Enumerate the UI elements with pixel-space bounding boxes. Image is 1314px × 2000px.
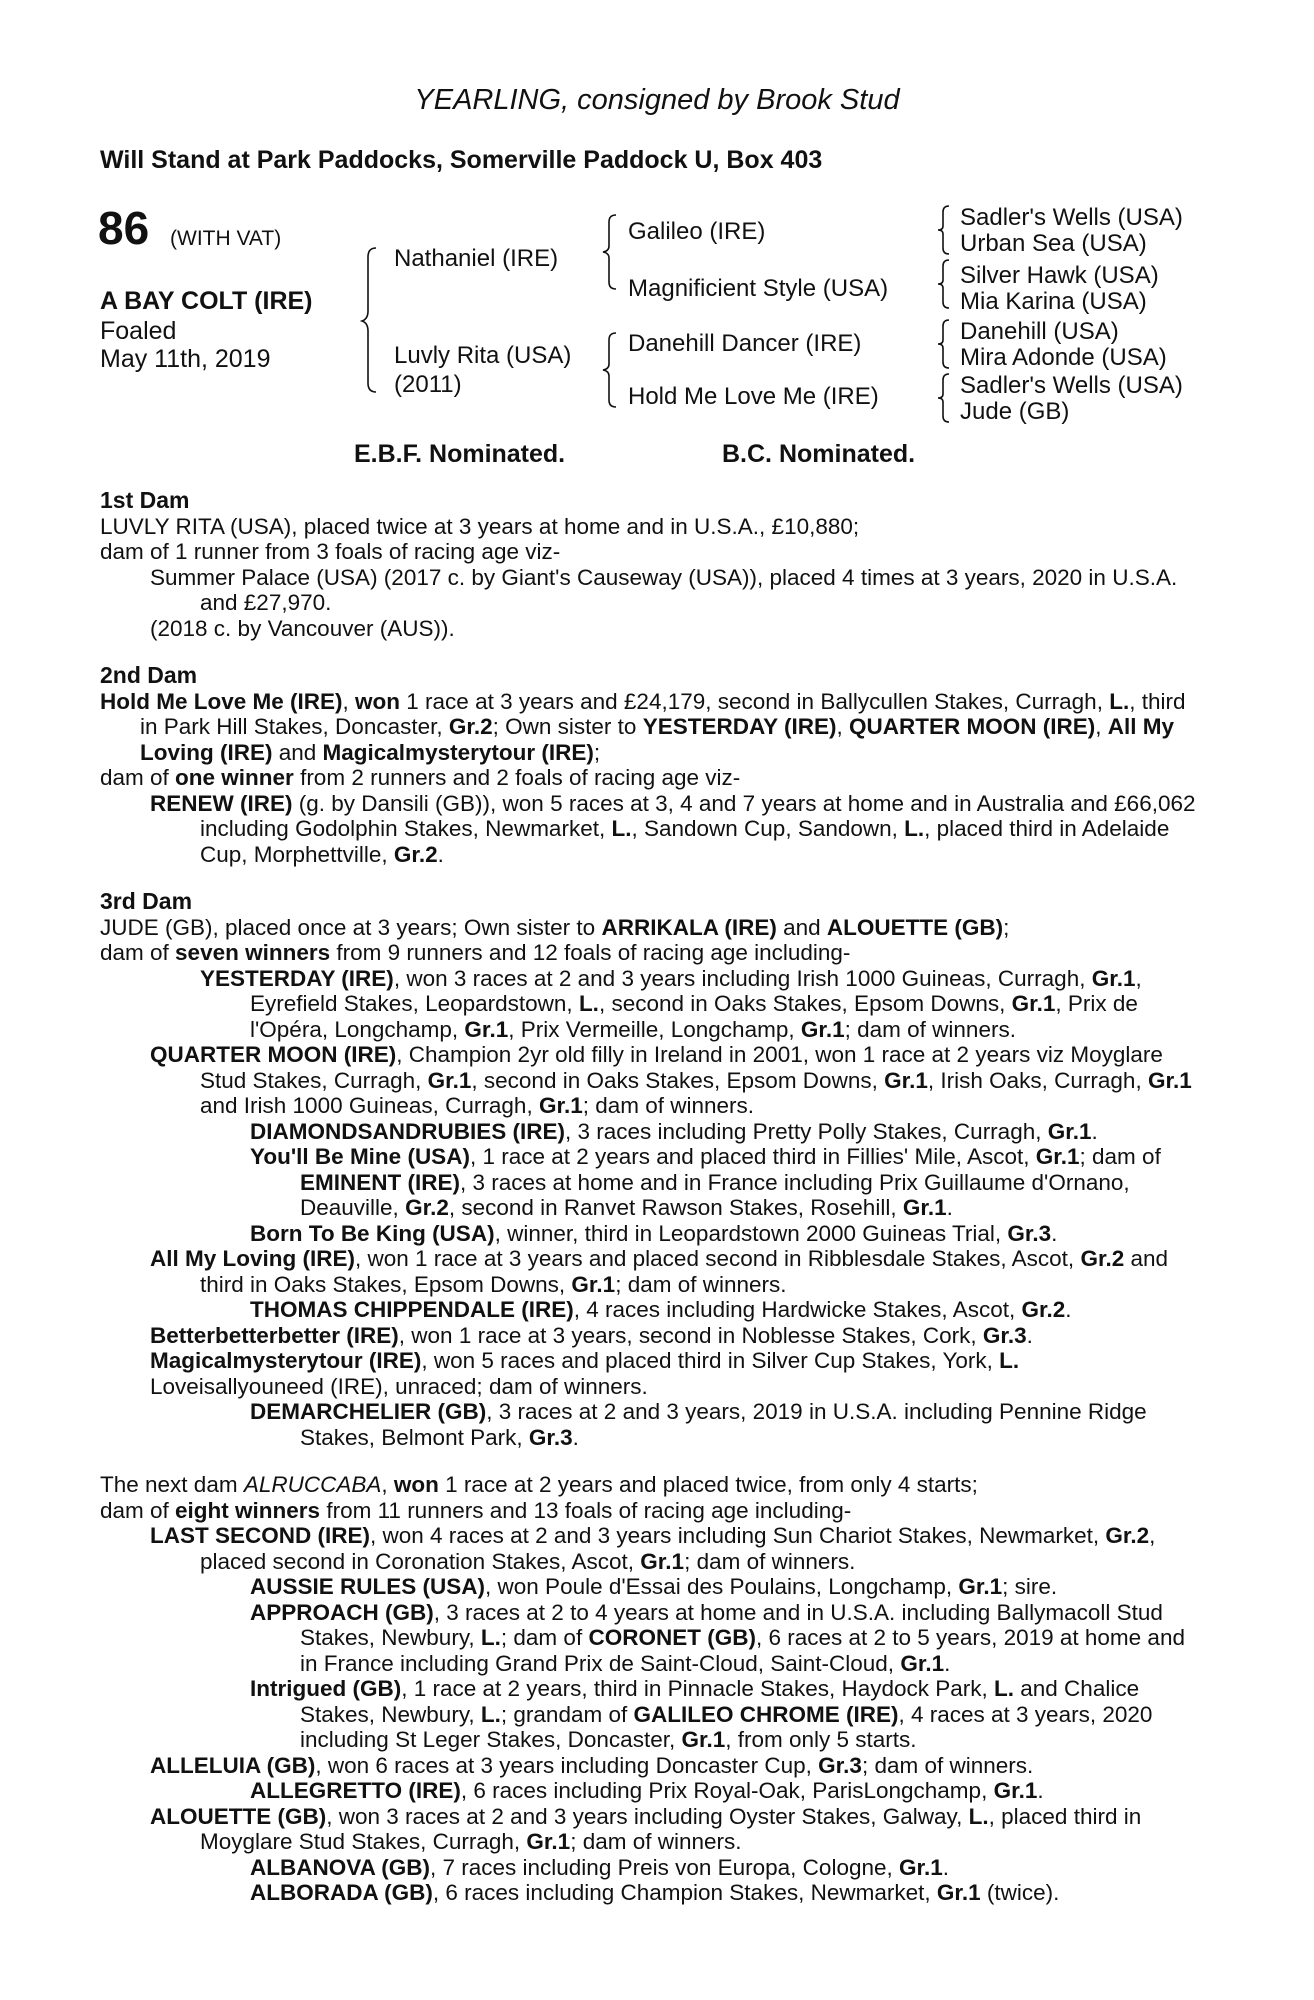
second-dam-heading: 2nd Dam	[100, 662, 198, 688]
foaled-date: May 11th, 2019	[100, 345, 271, 373]
pedigree-dam-name: Luvly Rita (USA)	[394, 342, 572, 369]
pedigree-brace-g4	[936, 372, 952, 424]
produce-entry: Summer Palace (USA) (2017 c. by Giant's Causeway (USA)), placed 4 times at 3 years, 2020 in U.S.A. and £27,970.	[150, 564, 1178, 615]
third-dam-produce-line: dam of seven winners from 9 runners and 12 foals of racing age including-	[100, 940, 851, 965]
produce-entry: DIAMONDSANDRUBIES (IRE), 3 races including Pretty Polly Stakes, Curragh, Gr.1.	[250, 1118, 1098, 1144]
pedigree-sire-sire: Galileo (IRE)	[628, 218, 766, 245]
pedigree-sire: Nathaniel (IRE)	[394, 245, 559, 272]
page-title: YEARLING, consigned by Brook Stud	[414, 84, 900, 116]
produce-entry: ALBORADA (GB), 6 races including Champion Stakes, Newmarket, Gr.1 (twice).	[250, 1880, 1060, 1905]
next-dam-section	[100, 1472, 1204, 1906]
pedigree-g5: Danehill (USA)	[960, 318, 1119, 345]
produce-entry: Intrigued (GB), 1 race at 2 years, third in Pinnacle Stakes, Haydock Park, L. and Chalice Stakes, Newbury, L.; grandam of GALILEO CHROME (IRE), 4 races at 3 years, 2020 including St Leger Stakes, Doncaster, Gr.1, from only 5 starts.	[250, 1676, 1153, 1752]
third-dam-line: JUDE (GB), placed once at 3 years; Own sister to ARRIKALA (IRE) and ALOUETTE (GB);	[100, 914, 1010, 940]
third-dam-heading: 3rd Dam	[100, 888, 193, 914]
pedigree-brace-g1	[936, 204, 952, 256]
produce-entry: You'll Be Mine (USA), 1 race at 2 years and placed third in Fillies' Mile, Ascot, Gr.1; dam of EMINENT (IRE), 3 races at home and in France including Prix Guillaume d'Ornano, Deauville, Gr.2, second in Ranvet Rawson Stakes, Rosehill, Gr.1.	[250, 1144, 1161, 1220]
produce-entry: (2018 c. by Vancouver (AUS)).	[150, 615, 455, 641]
third-dam-section	[100, 889, 1204, 1450]
produce-entry: APPROACH (GB), 3 races at 2 to 4 years at home and in U.S.A. including Ballymacoll Stud Stakes, Newbury, L.; dam of CORONET (GB), 6 races at 2 to 5 years, 2019 at home and in France including Grand Prix de Saint-Cloud, Saint-Cloud, Gr.1.	[250, 1599, 1185, 1676]
pedigree-sire-dam: Magnificient Style (USA)	[628, 275, 889, 302]
pedigree-dam-year: (2011)	[394, 371, 462, 398]
pedigree-g7: Sadler's Wells (USA)	[960, 372, 1183, 399]
produce-entry: ALLEGRETTO (IRE), 6 races including Prix Royal-Oak, ParisLongchamp, Gr.1.	[250, 1778, 1044, 1803]
ebf-nomination: E.B.F. Nominated.	[354, 440, 566, 468]
pedigree-brace-g2	[936, 258, 952, 310]
produce-entry: ALBANOVA (GB), 7 races including Preis von Europa, Cologne, Gr.1.	[250, 1854, 950, 1880]
pedigree-g8: Jude (GB)	[960, 398, 1070, 425]
produce-entry: THOMAS CHIPPENDALE (IRE), 4 races including Hardwicke Stakes, Ascot, Gr.2.	[250, 1297, 1072, 1322]
produce-entry: Betterbetterbetter (IRE), won 1 race at 3 years, second in Noblesse Stakes, Cork, Gr.3.	[150, 1322, 1033, 1348]
next-dam-line: The next dam ALRUCCABA, won 1 race at 2 years and placed twice, from only 4 starts;	[100, 1472, 978, 1497]
produce-entry: Loveisallyouneed (IRE), unraced; dam of winners.	[150, 1373, 648, 1399]
produce-entry: Born To Be King (USA), winner, third in Leopardstown 2000 Guineas Trial, Gr.3.	[250, 1220, 1058, 1246]
catalogue-body	[100, 488, 1204, 1928]
second-dam-line: Hold Me Love Me (IRE), won 1 race at 3 years and £24,179, second in Ballycullen Stakes, Curragh, L., third in Park Hill Stakes, Doncaster, Gr.2; Own sister to YESTERDAY (IRE), QUARTER MOON (IRE), All My Loving (IRE) and Magicalmysterytour (IRE);	[100, 688, 1186, 765]
produce-entry: QUARTER MOON (IRE), Champion 2yr old filly in Ireland in 2001, won 1 race at 2 years viz Moyglare Stud Stakes, Curragh, Gr.1, second in Oaks Stakes, Epsom Downs, Gr.1, Irish Oaks, Curragh, Gr.1 and Irish 1000 Guineas, Curragh, Gr.1; dam of winners.	[150, 1042, 1192, 1118]
produce-entry: RENEW (IRE) (g. by Dansili (GB)), won 5 races at 3, 4 and 7 years at home and in Australia and £66,062 including Godolphin Stakes, Newmarket, L., Sandown Cup, Sandown, L., placed third in Adelaide Cup, Morphettville, Gr.2.	[150, 790, 1196, 867]
pedigree-brace-dam	[600, 330, 620, 410]
lot-number: 86	[98, 202, 150, 254]
second-dam-produce-line: dam of one winner from 2 runners and 2 foals of racing age viz-	[100, 765, 741, 790]
produce-entry: AUSSIE RULES (USA), won Poule d'Essai des Poulains, Longchamp, Gr.1; sire.	[250, 1574, 1058, 1599]
pedigree-g2: Urban Sea (USA)	[960, 230, 1147, 257]
stand-location: Will Stand at Park Paddocks, Somerville Paddock U, Box 403	[100, 146, 823, 174]
pedigree-dam-dam: Hold Me Love Me (IRE)	[628, 383, 879, 410]
produce-entry: YESTERDAY (IRE), won 3 races at 2 and 3 years including Irish 1000 Guineas, Curragh, Gr.1, Eyrefield Stakes, Leopardstown, L., second in Oaks Stakes, Epsom Downs, Gr.1, Prix de l'Opéra, Longchamp, Gr.1, Prix Vermeille, Longchamp, Gr.1; dam of winners.	[200, 965, 1142, 1042]
first-dam-produce-line: dam of 1 runner from 3 foals of racing age viz-	[100, 539, 561, 564]
first-dam-heading: 1st Dam	[100, 487, 190, 513]
foaled-label: Foaled	[100, 317, 177, 345]
pedigree-g1: Sadler's Wells (USA)	[960, 204, 1183, 231]
produce-entry: LAST SECOND (IRE), won 4 races at 2 and 3 years including Sun Chariot Stakes, Newmarket, Gr.2, placed second in Coronation Stakes, Ascot, Gr.1; dam of winners.	[150, 1523, 1156, 1574]
pedigree-dam-sire: Danehill Dancer (IRE)	[628, 330, 862, 357]
second-dam-section	[100, 663, 1204, 867]
pedigree-brace-main	[360, 245, 380, 395]
next-dam-produce-line: dam of eight winners from 11 runners and 13 foals of racing age including-	[100, 1497, 852, 1523]
produce-entry: ALOUETTE (GB), won 3 races at 2 and 3 years including Oyster Stakes, Galway, L., placed third in Moyglare Stud Stakes, Curragh, Gr.1; dam of winners.	[150, 1803, 1142, 1854]
produce-entry: All My Loving (IRE), won 1 race at 3 years and placed second in Ribblesdale Stakes, Ascot, Gr.2 and third in Oaks Stakes, Epsom Downs, Gr.1; dam of winners.	[150, 1246, 1169, 1297]
vat-note: (WITH VAT)	[170, 227, 282, 250]
bc-nomination: B.C. Nominated.	[722, 440, 916, 468]
horse-description: A BAY COLT (IRE)	[100, 287, 313, 315]
first-dam-line: LUVLY RITA (USA), placed twice at 3 years at home and in U.S.A., £10,880;	[100, 513, 860, 539]
foaled-info	[100, 317, 270, 373]
first-dam-section	[100, 488, 1204, 641]
produce-entry: Magicalmysterytour (IRE), won 5 races and placed third in Silver Cup Stakes, York, L.	[150, 1348, 1020, 1373]
pedigree-g6: Mira Adonde (USA)	[960, 344, 1167, 371]
produce-entry: ALLELUIA (GB), won 6 races at 3 years including Doncaster Cup, Gr.3; dam of winners.	[150, 1752, 1034, 1778]
pedigree-g4: Mia Karina (USA)	[960, 288, 1147, 315]
pedigree-brace-g3	[936, 318, 952, 370]
pedigree-brace-sire	[600, 212, 620, 292]
pedigree-g3: Silver Hawk (USA)	[960, 262, 1159, 289]
produce-entry: DEMARCHELIER (GB), 3 races at 2 and 3 years, 2019 in U.S.A. including Pennine Ridge Stakes, Belmont Park, Gr.3.	[250, 1399, 1147, 1450]
